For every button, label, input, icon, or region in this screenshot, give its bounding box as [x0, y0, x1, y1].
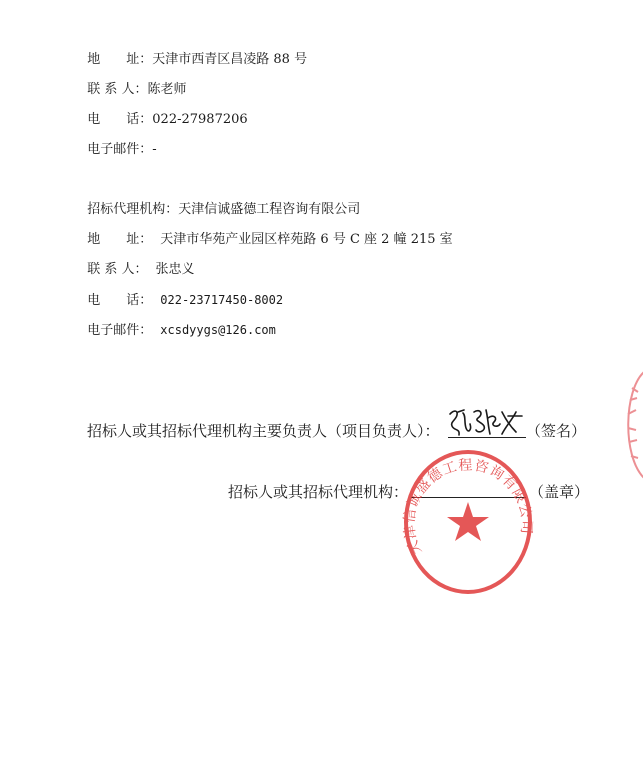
agency-address: 天津市华苑产业园区梓苑路 6 号 C 座 2 幢 215 室 [160, 232, 453, 247]
tenderer-contact: 陈老师 [147, 82, 187, 97]
agency-label: 招标代理机构： [87, 202, 179, 217]
agency-name: 天津信诚盛德工程咨询有限公司 [178, 202, 361, 217]
agency-email-row [79, 303, 276, 340]
tenderer-email-row [79, 123, 157, 159]
tenderer-address: 天津市西青区昌凌路 88 号 [152, 52, 308, 67]
edge-seal-fragment [618, 370, 643, 480]
agency-email: xcsdyygs@126.com [160, 323, 276, 337]
company-seal [400, 440, 536, 598]
address-label: 地 址： [87, 52, 153, 67]
contact-label: 联 系 人： [87, 262, 148, 277]
handwritten-signature [444, 404, 528, 440]
phone-label: 电 话： [87, 112, 153, 127]
address-label: 地 址： [87, 232, 153, 247]
phone-label: 电 话： [87, 293, 153, 308]
agency-contact: 张忠义 [155, 262, 195, 277]
seal-text: 天津信诚盛德工程咨询有限公司 [401, 457, 535, 558]
agency-phone: 022-23717450-8002 [160, 293, 284, 307]
tenderer-email: - [152, 142, 157, 157]
contact-label: 联 系 人： [87, 82, 148, 97]
principal-signature-label: 招标人或其招标代理机构主要负责人（项目负责人）： [87, 422, 440, 440]
email-label: 电子邮件： [87, 142, 153, 157]
org-stamp-suffix: （盖章） [529, 483, 590, 501]
principal-signature-suffix: （签名） [526, 422, 587, 440]
email-label: 电子邮件： [87, 323, 153, 338]
tenderer-phone: 022-27987206 [152, 112, 248, 127]
org-stamp-label: 招标人或其招标代理机构： [228, 483, 409, 501]
